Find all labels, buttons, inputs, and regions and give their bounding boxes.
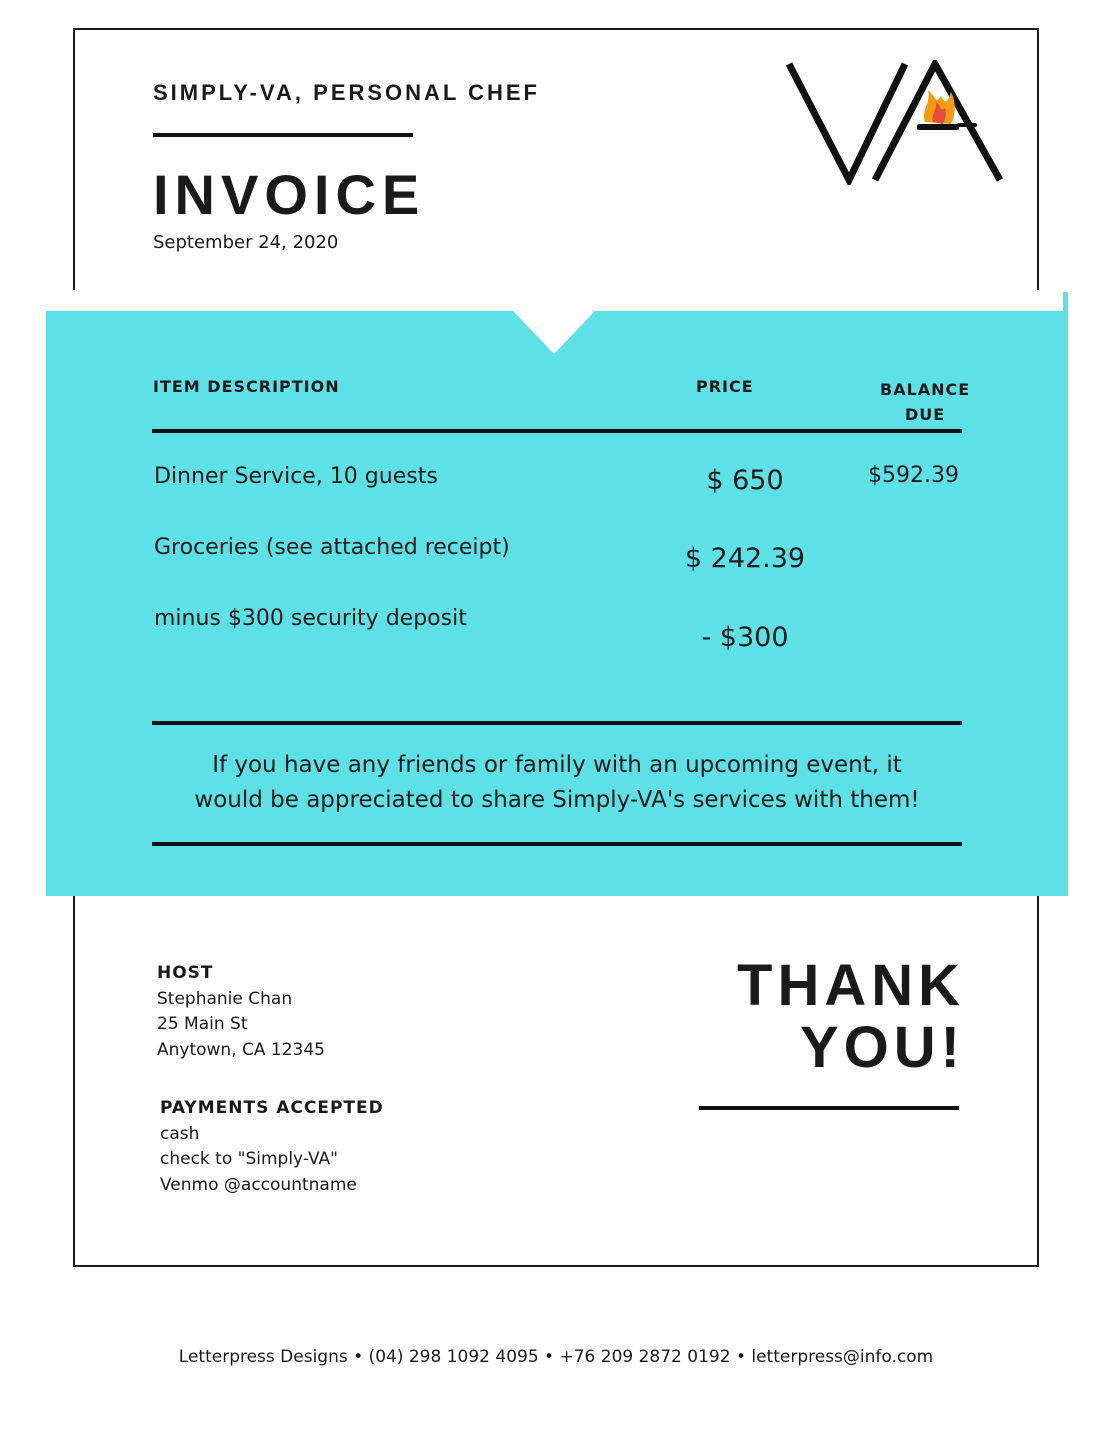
- column-header-balance-line1: BALANCE: [880, 380, 971, 399]
- va-letters: [789, 64, 1000, 180]
- payments-heading: PAYMENTS ACCEPTED: [160, 1098, 384, 1118]
- thank-you-line1: THANK: [737, 953, 965, 1018]
- thank-you-divider: [699, 1106, 959, 1110]
- note-divider: [152, 842, 962, 846]
- invoice-title: INVOICE: [153, 163, 426, 226]
- column-header-price: PRICE: [696, 377, 754, 396]
- brand-divider: [153, 133, 413, 137]
- host-city: Anytown, CA 12345: [157, 1040, 325, 1060]
- brand-name: SIMPLY-VA, PERSONAL CHEF: [153, 80, 540, 105]
- column-header-balance: [880, 377, 970, 427]
- line-item-price: $ 242.39: [684, 543, 806, 574]
- line-item-price: $ 650: [706, 465, 784, 496]
- referral-note: [152, 748, 962, 818]
- column-header-description: ITEM DESCRIPTION: [153, 377, 340, 396]
- flame-pan-icon: [917, 90, 977, 130]
- host-street: 25 Main St: [157, 1014, 248, 1034]
- line-item-description: Dinner Service, 10 guests: [154, 464, 438, 489]
- payment-method: Venmo @accountname: [160, 1175, 357, 1195]
- table-footer-divider: [152, 721, 962, 725]
- referral-note-line1: If you have any friends or family with an upcoming event, it: [212, 752, 902, 778]
- invoice-date: September 24, 2020: [153, 232, 339, 253]
- line-item-price: - $300: [701, 622, 789, 653]
- band-notch: [513, 311, 595, 355]
- va-logo: [785, 60, 1005, 185]
- invoice-frame-bottom: [73, 895, 1039, 1267]
- referral-note-line2: would be appreciated to share Simply-VA's services with them!: [194, 787, 920, 813]
- line-item-description: Groceries (see attached receipt): [154, 535, 510, 560]
- thank-you-heading: [640, 955, 965, 1079]
- balance-due-amount: $592.39: [868, 463, 959, 488]
- column-header-balance-line2: DUE: [905, 405, 946, 424]
- band-edge: [1063, 292, 1068, 312]
- host-heading: HOST: [157, 963, 214, 983]
- table-header-divider: [152, 429, 962, 433]
- payment-method: check to "Simply-VA": [160, 1149, 338, 1169]
- host-name: Stephanie Chan: [157, 989, 293, 1009]
- footer-contact: Letterpress Designs • (04) 298 1092 4095 • +76 209 2872 0192 • letterpress@info.com: [178, 1347, 934, 1367]
- line-item-description: minus $300 security deposit: [154, 606, 467, 631]
- payment-method: cash: [160, 1124, 200, 1144]
- thank-you-line2: YOU!: [800, 1015, 965, 1080]
